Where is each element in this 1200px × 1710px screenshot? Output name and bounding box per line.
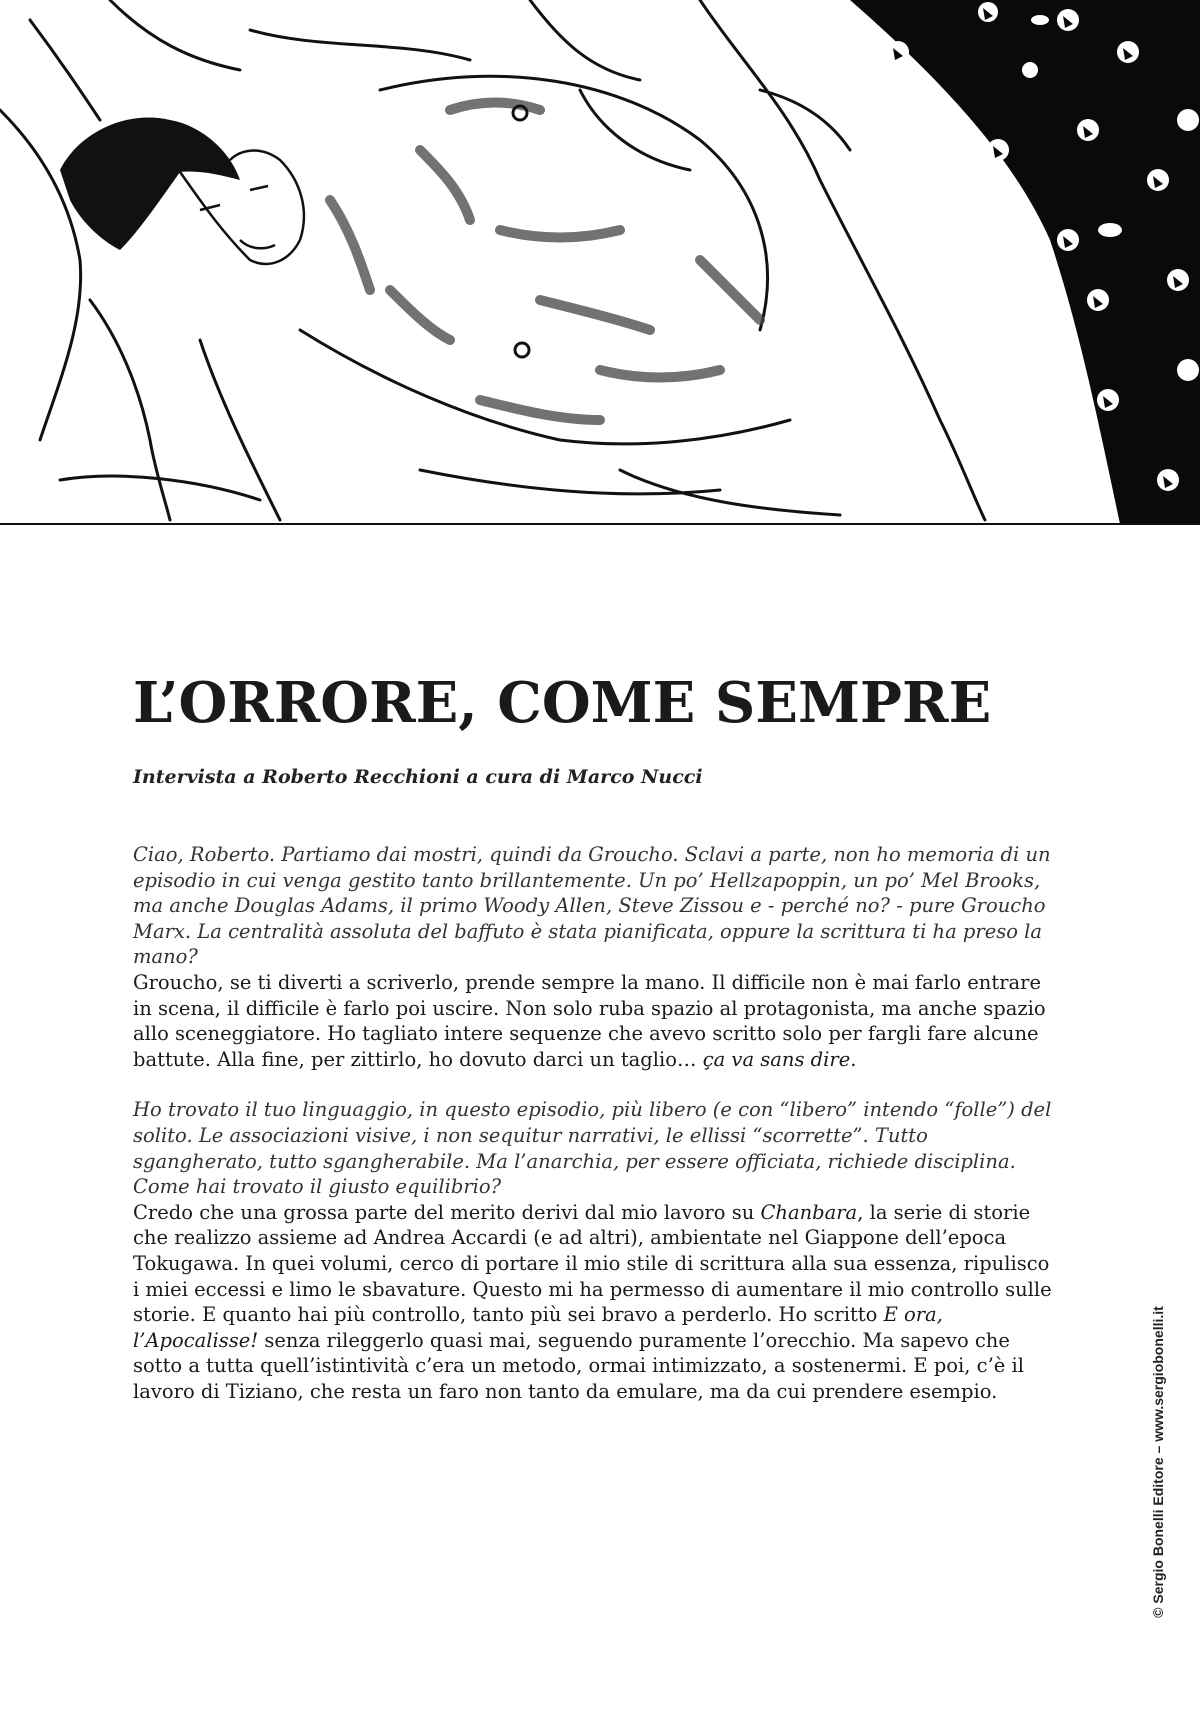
copyright-text: © Sergio Bonelli Editore – www.sergiobonelli.it [1150,1306,1166,1618]
paragraph-spacer [133,1072,1053,1097]
answer-2 [133,1200,1053,1405]
article-body [133,842,1053,1404]
article-subtitle: Intervista a Roberto Recchioni a cura di Marco Nucci [133,766,703,788]
comic-illustration [0,0,1200,524]
answer-2-apocalisse: E ora, l’Apocalisse! [133,1303,943,1352]
answer-2-text-c: senza rileggerlo quasi mai, seguendo puramente l’orecchio. Ma sapevo che sotto a tutta quell’istintività c’era un metodo, ormai intimizzato, a sostenermi. E poi, c’è il lavoro di Tiziano, che resta un faro non tanto da emulare, ma da cui prendere esempio. [133,1328,1025,1403]
answer-1-emphasis: ça va sans dire. [702,1047,857,1071]
article-title: L’ORRORE, COME SEMPRE [133,670,992,736]
answer-1 [133,970,1053,1072]
answer-2-chanbara: Chanbara [760,1200,858,1224]
illustration-border [0,523,1200,525]
copyright-credit [1147,1262,1169,1662]
question-1: Ciao, Roberto. Partiamo dai mostri, quindi da Groucho. Sclavi a parte, non ho memoria di un episodio in cui venga gestito tanto brillantemente. Un po’ Hellzapoppin, un po’ Mel Brooks, ma anche Douglas Adams, il primo Woody Allen, Steve Zissou e - perché no? - pure Groucho Marx. La centralità assoluta del baffuto è stata pianificata, oppure la scrittura ti ha preso la mano? [133,843,1051,969]
question-2: Ho trovato il tuo linguaggio, in questo episodio, più libero (e con “libero” intendo “folle”) del solito. Le associazioni visive, i non sequitur narrativi, le ellissi “scorrette”. Tutto sgangherato, tutto sgangherabile. Ma l’anarchia, per essere officiata, richiede disciplina. Come hai trovato il giusto equilibrio? [133,1098,1052,1199]
answer-1-text: Groucho, se ti diverti a scriverlo, prende sempre la mano. Il difficile non è mai farlo entrare in scena, il difficile è farlo poi uscire. Non solo ruba spazio al protagonista, ma anche spazio allo sceneggiatore. Ho tagliato intere sequenze che avevo scritto solo per fargli fare alcune battute. Alla fine, per zittirlo, ho dovuto darci un taglio… [133,970,1046,1071]
answer-2-text-a: Credo che una grossa parte del merito derivi dal mio lavoro su [133,1200,761,1224]
answer-2-text-b: , la serie di storie che realizzo assieme ad Andrea Accardi (e ad altri), ambientate nel Giappone dell’epoca Tokugawa. In quei volumi, cerco di portare il mio stile di scrittura alla sua essenza, ripulisco i miei eccessi e limo le sbavature. Questo mi ha permesso di aumentare il mio controllo sulle storie. E quanto hai più controllo, tanto più sei bravo a perderlo. Ho scritto [133,1200,1052,1327]
